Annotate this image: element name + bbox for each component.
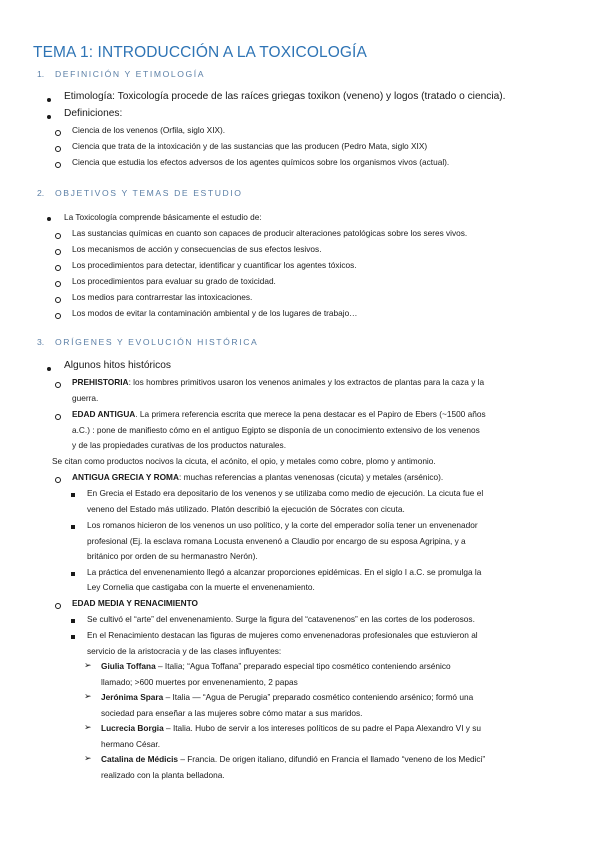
list-item-cont: profesional (Ej. la esclava romana Locusta envenenó a Claudio por encargo de su esposa Agripina, y a (87, 536, 466, 546)
circle-bullet-icon (55, 297, 61, 303)
definiciones-label: Definiciones: (64, 108, 123, 119)
woman-line-2: realizado con la planta belladona. (101, 770, 225, 780)
etimologia-line (64, 91, 506, 102)
square-bullet-icon (71, 493, 75, 497)
circle-bullet-icon (55, 162, 61, 168)
prehistoria-line-1 (72, 377, 484, 387)
woman-name: Catalina de Médicis (101, 754, 179, 764)
page-title: TEMA 1: INTRODUCCIÓN A LA TOXICOLOGÍA (33, 44, 367, 61)
term-label: Etimología (64, 91, 113, 102)
circle-bullet-icon (55, 249, 61, 255)
bullet-icon (47, 98, 51, 102)
circle-bullet-icon (55, 603, 61, 609)
bullet-icon (47, 367, 51, 371)
era-label: PREHISTORIA (72, 377, 129, 387)
list-item-cont: Ley Cornelia que castigaba con la muerte el envenenamiento. (87, 582, 315, 592)
woman-line-1 (101, 723, 481, 733)
woman-text: – Italia; “Agua Toffana” preparado especial tipo cosmético conteniendo arsénico (155, 661, 451, 671)
era-label: EDAD MEDIA Y RENACIMIENTO (72, 598, 199, 608)
list-item: La práctica del envenenamiento llegó a alcanzar proporciones epidémicas. En el siglo I a.C. se promulga la (87, 567, 482, 577)
era-text: : los hombres primitivos usaron los venenos animales y los extractos de plantas para la caza y la (128, 377, 485, 387)
circle-bullet-icon (55, 382, 61, 388)
woman-line-1 (101, 661, 451, 671)
era-label: EDAD ANTIGUA (72, 409, 136, 419)
era-label: ANTIGUA GRECIA Y ROMA (72, 472, 179, 482)
list-item: Los mecanismos de acción y consecuencias de sus efectos lesivos. (72, 244, 322, 254)
woman-name: Jerónima Spara (101, 692, 164, 702)
bullet-icon (47, 115, 51, 119)
woman-line-2: hermano César. (101, 739, 161, 749)
bullet-icon (47, 217, 51, 221)
era-text: . La primera referencia escrita que merece la pena destacar es el Papiro de Ebers (~1500 años (135, 409, 486, 419)
list-item: Ciencia de los venenos (Orfila, siglo XIX). (72, 125, 226, 135)
section-number: 2. (37, 188, 45, 198)
antigua-line-1 (72, 409, 486, 419)
circle-bullet-icon (55, 414, 61, 420)
arrow-bullet-icon: ➢ (84, 660, 92, 670)
term-text: : Toxicología procede de las raíces griegas toxikon (veneno) y logos (tratado o ciencia). (112, 91, 506, 102)
woman-line-1 (101, 754, 485, 764)
grecia-line (72, 472, 443, 482)
list-item: En el Renacimiento destacan las figuras de mujeres como envenenadoras profesionales que estuvieron al (87, 630, 478, 640)
list-item: Los medios para contrarrestar las intoxicaciones. (72, 292, 253, 302)
list-item: Los modos de evitar la contaminación ambiental y de los lugares de trabajo… (72, 308, 358, 318)
section-number: 1. (37, 69, 45, 79)
woman-line-2: llamado; >600 muertes por envenenamiento, 2 papas (101, 677, 298, 687)
circle-bullet-icon (55, 477, 61, 483)
section-number: 3. (37, 337, 45, 347)
circle-bullet-icon (55, 265, 61, 271)
circle-bullet-icon (55, 130, 61, 136)
section-title: OBJETIVOS Y TEMAS DE ESTUDIO (55, 188, 243, 198)
antigua-line-3: y de las propiedades curativas de los productos naturales. (72, 440, 287, 450)
list-item-cont: británico por orden de su hermanastro Nerón). (87, 551, 258, 561)
section-title: DEFINICIÓN Y ETIMOLOGÍA (55, 69, 206, 79)
woman-text: – Francia. De origen italiano, difundió en Francia el llamado “veneno de los Medici” (178, 754, 486, 764)
arrow-bullet-icon: ➢ (84, 722, 92, 732)
list-item-cont: servicio de la aristocracia y de las clases influyentes: (87, 646, 282, 656)
list-item-cont: veneno del Estado más utilizado. Platón describió la ejecución de Sócrates con cicuta. (87, 504, 405, 514)
list-item: En Grecia el Estado era depositario de los venenos y se utilizaba como medio de ejecución. La cicuta fue el (87, 488, 484, 498)
section-heading-1 (37, 69, 205, 79)
square-bullet-icon (71, 635, 75, 639)
arrow-bullet-icon: ➢ (84, 753, 92, 763)
list-item: Los procedimientos para detectar, identificar y cuantificar los agentes tóxicos. (72, 260, 357, 270)
woman-text: – Italia — “Agua de Perugia” preparado cosmético conteniendo arsénico; formó una (163, 692, 474, 702)
circle-bullet-icon (55, 146, 61, 152)
era-text: : muchas referencias a plantas venenosas (cicuta) y metales (arsénico). (178, 472, 444, 482)
square-bullet-icon (71, 572, 75, 576)
intro-line: Algunos hitos históricos (64, 360, 172, 371)
list-item: Ciencia que estudia los efectos adversos de los agentes químicos sobre los organismos vivos (actual). (72, 157, 450, 167)
list-item: Los procedimientos para evaluar su grado de toxicidad. (72, 276, 276, 286)
square-bullet-icon (71, 525, 75, 529)
list-item: Se cultivó el “arte” del envenenamiento. Surge la figura del “catavenenos” en las cortes de los poderosos. (87, 614, 475, 624)
woman-line-1 (101, 692, 473, 702)
media-line (72, 598, 198, 608)
woman-line-2: sociedad para enseñar a las mujeres sobre cómo matar a sus maridos. (101, 708, 363, 718)
arrow-bullet-icon: ➢ (84, 691, 92, 701)
prehistoria-line-2: guerra. (72, 393, 99, 403)
circle-bullet-icon (55, 233, 61, 239)
woman-name: Lucrecia Borgia (101, 723, 164, 733)
circle-bullet-icon (55, 313, 61, 319)
square-bullet-icon (71, 619, 75, 623)
section-heading-2 (37, 188, 243, 198)
list-item: Ciencia que trata de la intoxicación y de las sustancias que las producen (Pedro Mata, siglo XIX) (72, 141, 428, 151)
list-item: Los romanos hicieron de los venenos un uso político, y la corte del emperador solía tener un envenenador (87, 520, 478, 530)
woman-name: Giulia Toffana (101, 661, 156, 671)
intro-line: La Toxicología comprende básicamente el estudio de: (64, 212, 262, 222)
circle-bullet-icon (55, 281, 61, 287)
citan-line: Se citan como productos nocivos la cicuta, el acónito, el opio, y metales como cobre, plomo y antimonio. (52, 456, 436, 466)
section-heading-3 (37, 337, 258, 347)
woman-text: – Italia. Hubo de servir a los intereses políticos de su padre el Papa Alexandro VI y su (163, 723, 482, 733)
section-title: ORÍGENES Y EVOLUCIÓN HISTÓRICA (55, 337, 259, 347)
list-item: Las sustancias químicas en cuanto son capaces de producir alteraciones patológicas sobre los seres vivos. (72, 228, 468, 238)
antigua-line-2: a.C.) : pone de manifiesto cómo en el antiguo Egipto se disponía de un conocimiento extensivo de los venenos (72, 425, 480, 435)
